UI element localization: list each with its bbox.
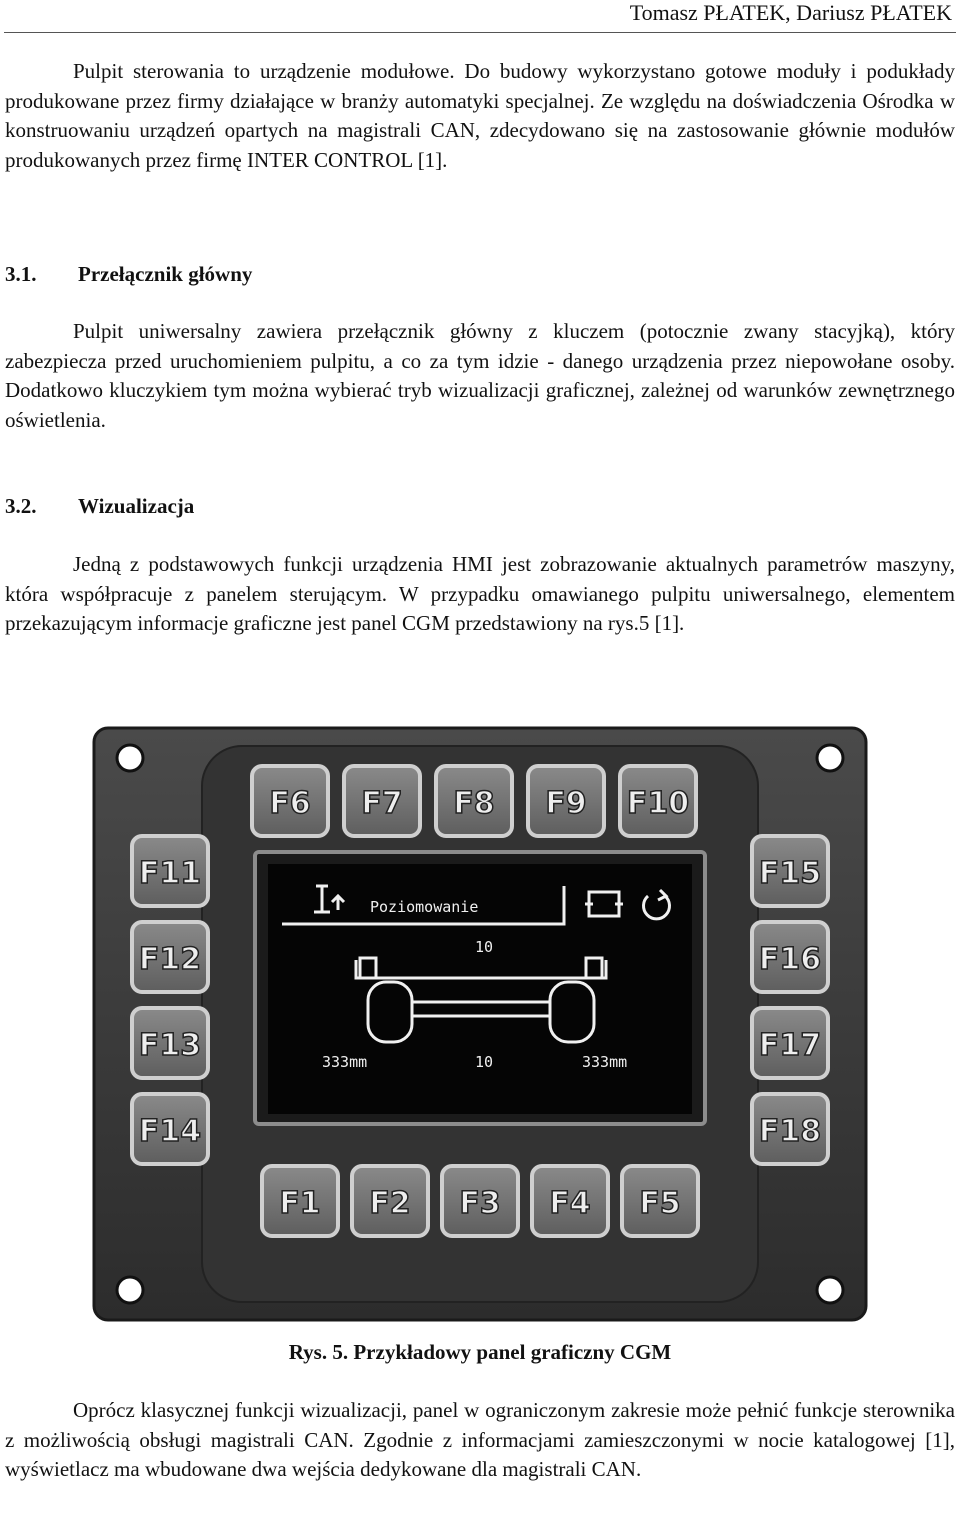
function-key-f15[interactable]: [752, 836, 828, 906]
figure-caption: Rys. 5. Przykładowy panel graficzny CGM: [288, 1340, 672, 1364]
key-label: F17: [758, 1028, 822, 1063]
key-label: F10: [626, 786, 690, 821]
section-title: Przełącznik główny: [78, 262, 253, 286]
section-title: Wizualizacja: [78, 494, 195, 518]
running-header: Tomasz PŁATEK, Dariusz PŁATEK: [629, 0, 952, 25]
function-key-f12[interactable]: [132, 922, 208, 992]
mount-hole: [817, 1277, 843, 1303]
screen-title: Poziomowanie: [370, 898, 479, 916]
function-key-f14[interactable]: [132, 1094, 208, 1164]
screen-left-value: 333mm: [322, 1053, 368, 1071]
section-heading-3-2: [5, 492, 194, 521]
mount-hole: [817, 745, 843, 771]
screen-center-value: 10: [474, 1053, 494, 1071]
function-key-f16[interactable]: [752, 922, 828, 992]
function-key-f17[interactable]: [752, 1008, 828, 1078]
function-key-f8[interactable]: [436, 766, 512, 836]
screen-right-value: 333mm: [582, 1053, 628, 1071]
section-number: 3.2.: [5, 494, 37, 518]
cgm-panel-photo: [92, 724, 868, 1324]
key-label: F4: [549, 1186, 591, 1221]
function-key-f7[interactable]: [344, 766, 420, 836]
key-label: F1: [279, 1186, 321, 1221]
key-label: F11: [138, 856, 202, 891]
key-label: F14: [138, 1114, 202, 1149]
section-heading-3-1: [5, 260, 252, 289]
key-label: F15: [758, 856, 822, 891]
function-key-f3[interactable]: [442, 1166, 518, 1236]
mount-hole: [117, 745, 143, 771]
key-label: F3: [459, 1186, 501, 1221]
function-key-f4[interactable]: [532, 1166, 608, 1236]
function-key-f5[interactable]: [622, 1166, 698, 1236]
function-key-f9[interactable]: [528, 766, 604, 836]
function-key-f1[interactable]: [262, 1166, 338, 1236]
function-key-f11[interactable]: [132, 836, 208, 906]
key-label: F16: [758, 942, 822, 977]
key-label: F9: [545, 786, 587, 821]
function-key-f18[interactable]: [752, 1094, 828, 1164]
key-label: F5: [639, 1186, 681, 1221]
key-label: F12: [138, 942, 202, 977]
key-label: F18: [758, 1114, 822, 1149]
key-label: F6: [269, 786, 311, 821]
key-label: F13: [138, 1028, 202, 1063]
section-number: 3.1.: [5, 262, 37, 286]
key-label: F7: [361, 786, 403, 821]
function-key-f13[interactable]: [132, 1008, 208, 1078]
final-paragraph: Oprócz klasycznej funkcji wizualizacji, panel w ograniczonym zakresie może pełnić funkcje sterownika z możliwością obsługi magistrali CAN. Zgodnie z informacjami zamieszczonymi w nocie katalogowej [1], wyświetlacz ma wbudowane dwa wejścia dedykowane dla magistrali CAN.: [5, 1398, 955, 1482]
mount-hole: [117, 1277, 143, 1303]
intro-paragraph: Pulpit sterowania to urządzenie modułowe. Do budowy wykorzystano gotowe moduły i podukłady produkowane przez firmy działające w branży automatyki specjalnej. Ze względu na doświadczenia Ośrodka w konstruowaniu urządzeń opartych na magistrali CAN, zdecydowano się na zastosowanie głównie modułów produkowanych przez firmę INTER CONTROL [1].: [5, 59, 955, 172]
function-key-f10[interactable]: [620, 766, 696, 836]
function-key-f6[interactable]: [252, 766, 328, 836]
header-rule: [4, 32, 956, 33]
section-3-2-paragraph: Jedną z podstawowych funkcji urządzenia HMI jest zobrazowanie aktualnych parametrów maszyny, która współpracuje z panelem sterującym. W przypadku omawianego pulpitu uniwersalnego, elementem przekazującym informacje graficzne jest panel CGM przedstawiony na rys.5 [1].: [5, 552, 955, 636]
screen-top-value: 10: [474, 938, 494, 956]
section-3-1-paragraph: Pulpit uniwersalny zawiera przełącznik główny z kluczem (potocznie zwany stacyjką), który zabezpiecza przed uruchomieniem pulpitu, a co za tym idzie - danego urządzenia przez niepowołane osoby. Dodatkowo kluczykiem tym można wybierać tryb wizualizacji graficznej, zależnej od warunków zewnętrznego oświetlenia.: [5, 319, 955, 432]
key-label: F2: [369, 1186, 411, 1221]
key-label: F8: [453, 786, 495, 821]
function-key-f2[interactable]: [352, 1166, 428, 1236]
